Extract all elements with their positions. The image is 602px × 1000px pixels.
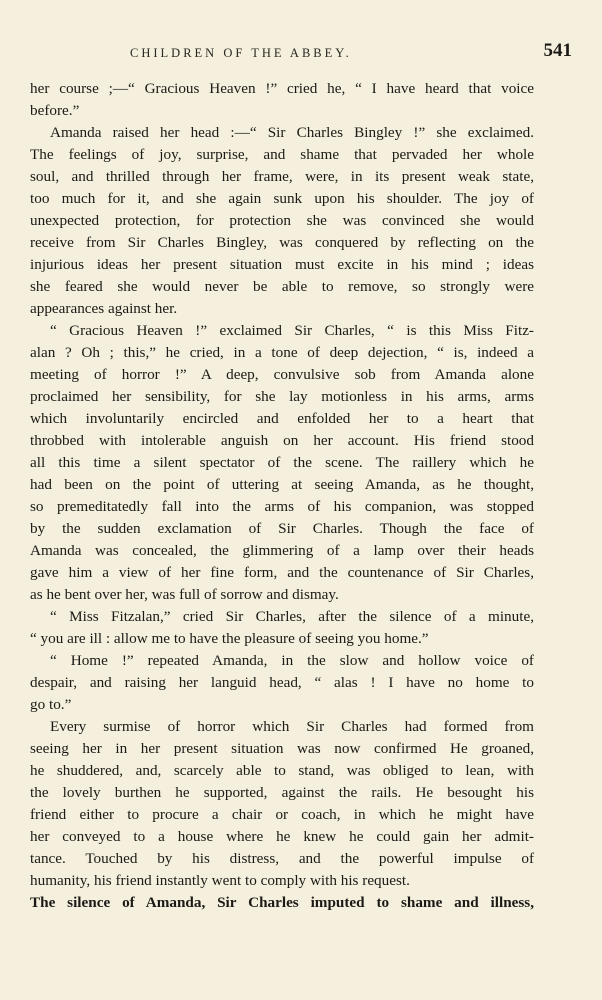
text-line: “ Miss Fitzalan,” cried Sir Charles, after the silence of a minute, — [50, 608, 534, 625]
text-line: alan ? Oh ; this,” he cried, in a tone of deep dejection, “ is, indeed a — [30, 344, 534, 361]
body-text — [30, 78, 534, 914]
text-line: gave him a view of her fine form, and the countenance of Sir Charles, — [30, 564, 534, 581]
text-line: despair, and raising her languid head, “ alas ! I have no home to — [30, 674, 534, 691]
text-line: too much for it, and she again sunk upon his shoulder. The joy of — [30, 190, 534, 207]
page-number: 541 — [543, 40, 572, 61]
text-line: “ you are ill : allow me to have the pleasure of seeing you home.” — [30, 630, 429, 647]
text-line: which involuntarily encircled and enfolded her to a heart that — [30, 410, 534, 427]
text-line: her conveyed to a house where he knew he could gain her admit- — [30, 828, 534, 845]
text-line: appearances against her. — [30, 300, 178, 317]
text-line: The feelings of joy, surprise, and shame that pervaded her whole — [30, 146, 534, 163]
text-line: so premeditatedly fall into the arms of his companion, was stopped — [30, 498, 534, 515]
text-line: “ Gracious Heaven !” exclaimed Sir Charles, “ is this Miss Fitz- — [50, 322, 534, 339]
text-line: as he bent over her, was full of sorrow and dismay. — [30, 586, 339, 603]
text-line: by the sudden exclamation of Sir Charles. Though the face of — [30, 520, 534, 537]
running-head: CHILDREN OF THE ABBEY. — [130, 46, 352, 60]
text-line: “ Home !” repeated Amanda, in the slow and hollow voice of — [50, 652, 534, 669]
text-line: tance. Touched by his distress, and the powerful impulse of — [30, 850, 534, 867]
text-line: meeting of horror !” A deep, convulsive sob from Amanda alone — [30, 366, 534, 383]
text-line: had been on the point of uttering at seeing Amanda, as he thought, — [30, 476, 534, 493]
text-line: her course ;—“ Gracious Heaven !” cried he, “ I have heard that voice — [30, 80, 534, 97]
text-line: before.” — [30, 102, 80, 119]
text-line: unexpected protection, for protection she was convinced she would — [30, 212, 534, 229]
text-line: receive from Sir Charles Bingley, was conquered by reflecting on the — [30, 234, 534, 251]
text-line: seeing her in her present situation was now confirmed He groaned, — [30, 740, 534, 757]
text-line: the lovely burthen he supported, against the rails. He besought his — [30, 784, 534, 801]
page-header — [30, 40, 572, 68]
text-line: injurious ideas her present situation must excite in his mind ; ideas — [30, 256, 534, 273]
text-line: go to.” — [30, 696, 72, 713]
text-line: Every surmise of horror which Sir Charles had formed from — [50, 718, 534, 735]
text-line: she feared she would never be able to remove, so strongly were — [30, 278, 534, 295]
text-line: proclaimed her sensibility, for she lay motionless in his arms, arms — [30, 388, 534, 405]
text-line: The silence of Amanda, Sir Charles imputed to shame and illness, — [30, 894, 534, 911]
text-line: soul, and thrilled through her frame, were, in its present weak state, — [30, 168, 534, 185]
text-line: throbbed with intolerable anguish on her account. His friend stood — [30, 432, 534, 449]
text-line: friend either to procure a chair or coach, in which he might have — [30, 806, 534, 823]
text-line: all this time a silent spectator of the scene. The raillery which he — [30, 454, 534, 471]
text-line: Amanda was concealed, the glimmering of a lamp over their heads — [30, 542, 534, 559]
text-line: Amanda raised her head :—“ Sir Charles Bingley !” she exclaimed. — [50, 124, 534, 141]
text-line: he shuddered, and, scarcely able to stand, was obliged to lean, with — [30, 762, 534, 779]
text-line: humanity, his friend instantly went to comply with his request. — [30, 872, 410, 889]
